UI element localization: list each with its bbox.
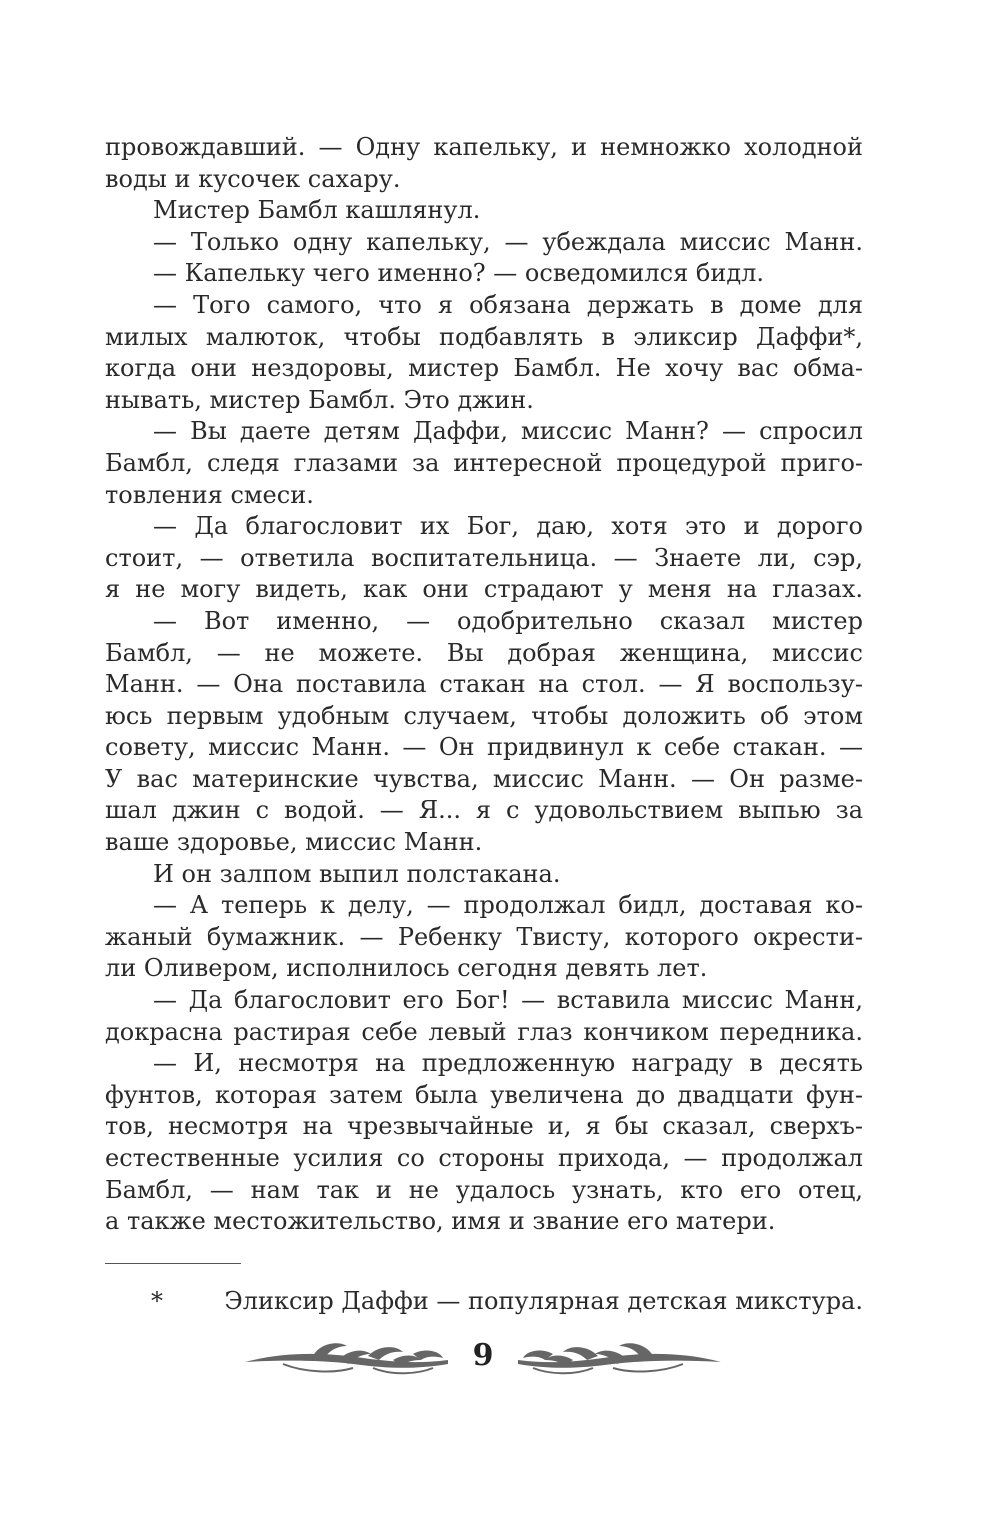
text-line: я не могу видеть, как они страдают у меня на глазах. (105, 575, 863, 604)
text-line: ли Оливером, исполнилось сегодня девять лет. (105, 954, 708, 983)
text-line: фунтов, которая затем была увеличена до двадцати фун- (105, 1080, 863, 1109)
footnote-marker: * (151, 1287, 163, 1315)
text-line: когда они нездоровы, мистер Бамбл. Не хочу вас обма- (105, 354, 863, 383)
text-line: нывать, мистер Бамбл. Это джин. (105, 385, 534, 414)
text-line: — Да благословит их Бог, даю, хотя это и дорого (153, 512, 863, 541)
text-line: — Вот именно, — одобрительно сказал мистер (153, 606, 863, 635)
footnote-text: Эликсир Даффи — популярная детская микстура. (224, 1287, 863, 1315)
text-line: — Капельку чего именно? — осведомился бидл. (153, 259, 764, 288)
text-line: — Только одну капельку, — убеждала миссис Манн. (153, 227, 863, 256)
text-line: Мистер Бамбл кашлянул. (153, 196, 481, 225)
text-line: — Вы даете детям Даффи, миссис Манн? — спросил (153, 417, 863, 446)
text-line: стоит, — ответила воспитательница. — Знаете ли, сэр, (105, 543, 863, 572)
text-line: милых малюток, чтобы подбавлять в эликсир Даффи*, (105, 322, 863, 351)
text-line: — Да благословит его Бог! — вставила миссис Манн, (153, 986, 863, 1015)
text-line: — И, несмотря на предложенную награду в десять (153, 1049, 863, 1078)
text-line: — Того самого, что я обязана держать в доме для (153, 290, 863, 319)
text-line: юсь первым удобным случаем, чтобы доложить об этом (105, 701, 863, 730)
text-line: шал джин с водой. — Я... я с удовольствием выпью за (105, 796, 863, 825)
text-line: воды и кусочек сахару. (105, 164, 401, 193)
text-line: тов, несмотря на чрезвычайные и, я бы сказал, сверхъ- (105, 1112, 863, 1141)
body-text (105, 132, 863, 1238)
text-line: ваше здоровье, миссис Манн. (105, 828, 483, 857)
page-number: 9 (472, 1338, 494, 1373)
text-line: докрасна растирая себе левый глаз кончиком передника. (105, 1017, 863, 1046)
text-line: провождавший. — Одну капельку, и немножко холодной (105, 133, 863, 161)
text-line: естественные усилия со стороны прихода, — продолжал (105, 1144, 863, 1172)
page-footer (0, 1334, 1000, 1384)
footnote-divider (105, 1263, 241, 1264)
vine-flourish-right-icon (513, 1338, 723, 1378)
text-line: Бамбл, — нам так и не удалось узнать, кто его отец, (105, 1175, 863, 1204)
text-line: товления смеси. (105, 480, 314, 509)
text-line: И он залпом выпил полстакана. (153, 859, 561, 888)
text-line: Бамбл, следя глазами за интересной процедурой приго- (105, 448, 863, 477)
text-line: а также местожительство, имя и звание его матери. (105, 1207, 776, 1236)
text-line: Манн. — Она поставила стакан на стол. — Я воспользу- (105, 670, 863, 699)
text-line: жаный бумажник. — Ребенку Твисту, которого окрести- (105, 922, 863, 951)
text-line: Бамбл, — не можете. Вы добрая женщина, миссис (105, 638, 863, 667)
vine-flourish-left-icon (243, 1338, 453, 1378)
text-line: совету, миссис Манн. — Он придвинул к себе стакан. — (105, 733, 863, 762)
text-line: — А теперь к делу, — продолжал бидл, доставая ко- (153, 891, 863, 920)
text-line: У вас материнские чувства, миссис Манн. — Он разме- (105, 764, 863, 793)
